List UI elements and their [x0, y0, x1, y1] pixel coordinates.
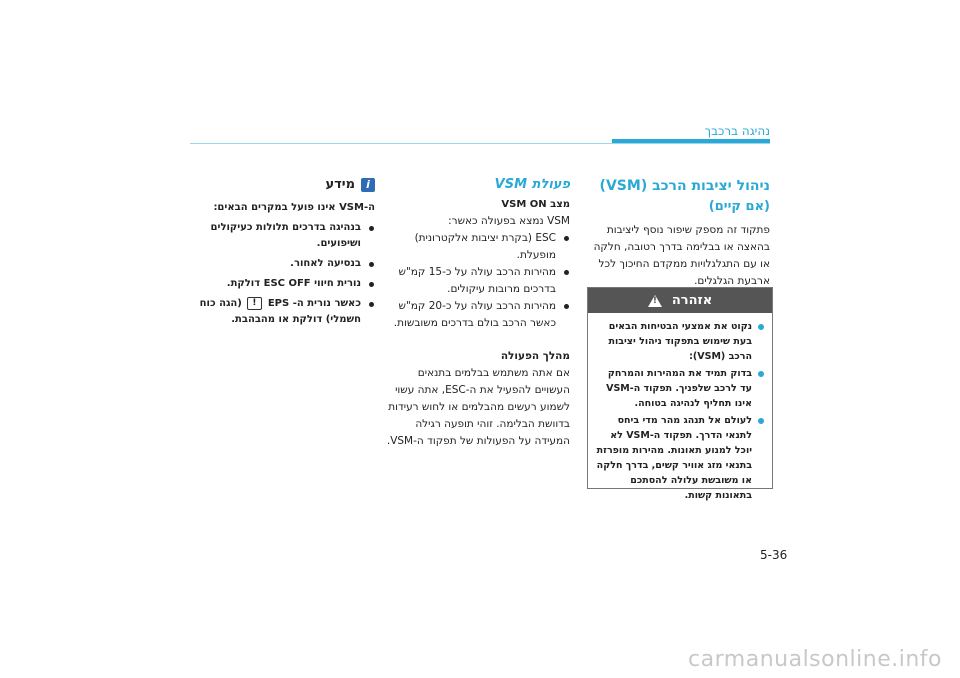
- operation-section-title: מהלך הפעולה: [500, 350, 570, 362]
- section-subtitle: (אם קיים): [708, 199, 770, 214]
- warning-triangle-icon: [648, 295, 662, 307]
- warning-item: בדוק תמיד את המהירות והמרחק עד לרכב שלפניך. תפקוד ה-VSM אינו תחליף לנהיגה בטוחה.: [596, 366, 764, 411]
- warning-list: [588, 313, 772, 503]
- watermark: carmanualsonline.info: [688, 647, 942, 672]
- operation-paragraph: אם אתה משתמש בבלמים בתנאים העשויים להפעיל את ה-ESC, אתה עשוי לשמוע רעשים מהבלמים או לחוש רעידות בדוושת הבלימה. זוהי תופעה רגילה המעידה על הפעולות של תפקוד ה-VSM.: [386, 367, 570, 447]
- warning-item: נקוט את אמצעי הבטיחות הבאים בעת שימוש בתפקוד ניהול יציבות הרכב (VSM):: [596, 319, 764, 364]
- state-intro: VSM נמצא בפעולה כאשר:: [448, 215, 570, 227]
- page-number: 5-36: [760, 548, 788, 562]
- eps-text-before: כאשר נורית ה- EPS: [267, 298, 361, 309]
- info-item: בנהיגה בדרכים תלולות כעיקולים ושיפועים.: [185, 220, 375, 252]
- eps-warning-icon: [247, 297, 262, 310]
- info-intro: ה-VSM אינו פועל במקרים הבאים:: [213, 202, 375, 213]
- state-title: מצב VSM ON: [501, 199, 570, 210]
- info-title: מידע: [325, 177, 355, 192]
- warning-title: אזהרה: [671, 293, 713, 308]
- warning-box: [587, 287, 773, 501]
- warning-header: [588, 288, 772, 313]
- section-header: נהיגה ברכבך: [704, 124, 770, 138]
- info-list: [185, 220, 375, 328]
- header-divider: [190, 143, 770, 144]
- info-item: נורית חיווי ESC OFF דולקת.: [185, 276, 375, 292]
- operation-title: פעולת VSM: [494, 177, 570, 192]
- info-icon: i: [361, 178, 375, 192]
- info-column: [185, 176, 375, 332]
- info-item: בנסיעה לאחור.: [185, 256, 375, 272]
- vsm-intro-column: [590, 176, 770, 290]
- condition-item: מהירות הרכב עולה על כ-15 קמ"ש בדרכים מרובות עיקולים.: [385, 264, 570, 298]
- condition-list: [385, 230, 570, 332]
- info-header: [185, 176, 375, 193]
- vsm-operation-column: [385, 176, 570, 450]
- condition-item: מהירות הרכב עולה על כ-20 קמ"ש כאשר הרכב בולם בדרכים משובשות.: [385, 298, 570, 332]
- condition-item: ESC (בקרת יציבות אלקטרונית) מופעלת.: [385, 230, 570, 264]
- intro-paragraph: פתקוד זה מספק שיפור נוסף ליציבות בהאצה או בבלימה בדרך רטובה, חלקה או עם התגלגלויות ממקדם החיכוך לכל ארבעת הגלגלים.: [593, 224, 770, 287]
- info-item-eps: [185, 296, 375, 328]
- warning-item: לעולם אל תנהג מהר מדי ביחס לתנאי הדרך. תפקוד ה-VSM לא יוכל למנוע תאונות. מהירות מופרזת בתנאי מזג אוויר קשים, בדרך חלקה או משובשת עלולה להסתכם בתאונות קשות.: [596, 413, 764, 503]
- eps-text-after: (הגה כוח חשמלי) דולקת או מהבהבת.: [199, 298, 361, 325]
- section-title: ניהול יציבות הרכב (VSM): [599, 178, 770, 194]
